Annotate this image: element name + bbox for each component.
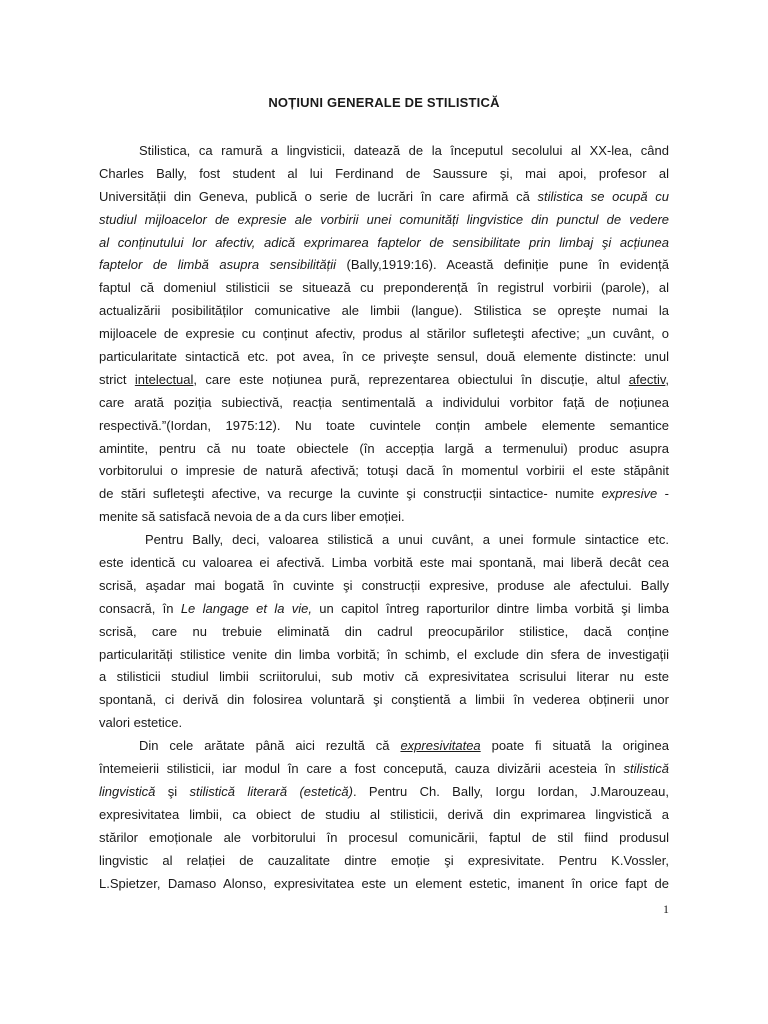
text-segment: faptul că domeniul stilisticii se situează cu preponderență în registrul vorbirii (parole), al — [99, 280, 669, 296]
text-line — [99, 529, 669, 552]
text-line — [99, 277, 669, 300]
text-line — [99, 483, 669, 506]
text-segment: L.Spietzer, Damaso Alonso, expresivitatea este un element estetic, imanent în orice fapt de — [99, 875, 669, 891]
text-segment: întemeierii stilisticii, iar modul în care a fost concepută, cauza divizării acesteia în — [99, 761, 624, 777]
page-title: NOȚIUNI GENERALE DE STILISTICĂ — [268, 95, 500, 110]
text-segment: vorbitorului o impresie de natură afectivă; totuşi dacă în momentul vorbirii el este stăpânit — [99, 463, 669, 479]
text-segment: mijloacele de expresie cu conținut afectiv, produs al stărilor sufleteşti afective; „un cuvânt, o — [99, 326, 669, 342]
text-segment: Le langage et la vie, — [180, 600, 312, 616]
text-line — [99, 163, 669, 186]
text-line — [99, 598, 669, 621]
text-line — [99, 438, 669, 461]
text-segment: Charles Bally, fost student al lui Ferdinand de Saussure şi, mai apoi, profesor al — [99, 165, 669, 181]
text-line — [99, 254, 669, 277]
text-segment: şi — [155, 783, 190, 799]
text-segment: stilistică — [623, 761, 669, 777]
text-segment: Din cele arătate până aici rezultă că — [139, 738, 401, 754]
text-segment: scrisă, aşadar mai bogată în cuvinte şi construcții expresive, produse ale afectului. Bally — [99, 577, 669, 593]
text-segment: stilistică literară (estetică) — [189, 783, 353, 799]
text-segment: poate fi situată la originea — [480, 738, 669, 754]
text-line — [99, 392, 669, 415]
text-segment: consacră, în — [99, 600, 181, 616]
text-segment: expresivitatea limbii, ca obiect de studiu al stilisticii, derivă din exprimarea lingvistică a — [99, 806, 669, 822]
text-line — [99, 369, 669, 392]
text-segment: particularități stilistice venite din limba vorbită; în schimb, el exclude din sfera de investigații — [99, 646, 669, 662]
text-line — [99, 186, 669, 209]
text-line — [99, 689, 669, 712]
text-line — [99, 621, 669, 644]
text-line — [99, 804, 669, 827]
text-line — [99, 506, 669, 529]
text-segment: a stilisticii studiul limbii scriitorului, sub motiv că expresivitatea scrisului literar nu este — [99, 669, 669, 685]
text-segment: menite să satisfacă nevoia de a da curs liber emoției. — [99, 509, 405, 525]
text-segment: respectivă.”(Iordan, 1975:12). Nu toate cuvintele conțin ambele elemente semantice — [99, 417, 669, 433]
text-segment: care arată poziția subiectivă, reacția sentimentală a individului vorbitor față de noțiunea — [99, 394, 669, 410]
text-line — [99, 460, 669, 483]
text-segment: , care este noțiunea pură, reprezentarea obiectului în discuție, altul — [193, 371, 629, 387]
text-segment: (Bally,1919:16). Această definiție pune în evidență — [336, 257, 669, 273]
text-segment: Universității din Geneva, publică o serie de lucrări în care afirmă că — [99, 188, 538, 204]
text-segment: Pentru Bally, deci, valoarea stilistică a unui cuvânt, a unei formule sintactice etc. — [145, 532, 669, 548]
body-text — [99, 140, 669, 895]
text-segment: particularitate sintactică etc. pot avea, în ce priveşte sensul, două elemente distincte: unul — [99, 349, 669, 365]
text-line — [99, 735, 669, 758]
text-line — [99, 552, 669, 575]
text-line — [99, 644, 669, 667]
text-segment: lingvistic al relației de cauzalitate dintre emoție şi expresivitate. Pentru K.Vossler, — [99, 852, 669, 868]
text-segment: lingvistică — [99, 783, 156, 799]
page-number: 1 — [663, 902, 669, 916]
text-segment: - — [657, 486, 669, 502]
text-segment: valori estetice. — [99, 715, 183, 731]
text-line — [99, 781, 669, 804]
text-line — [99, 415, 669, 438]
text-segment: expresive — [601, 486, 658, 502]
text-segment: stărilor emoționale ale vorbitorului în procesul comunicării, faptul de stil fiind produsul — [99, 829, 669, 845]
text-line — [99, 232, 669, 255]
text-line — [99, 300, 669, 323]
text-segment: strict — [99, 371, 135, 387]
text-line — [99, 346, 669, 369]
text-line — [99, 209, 669, 232]
text-line — [99, 575, 669, 598]
text-segment: este identică cu valoarea ei afectivă. Limba vorbită este mai spontană, mai liberă decât cea — [99, 555, 669, 571]
text-segment: scrisă, care nu trebuie eliminată din cadrul preocupărilor stilistice, dacă conține — [99, 623, 669, 639]
text-line — [99, 666, 669, 689]
text-segment: faptelor de limbă asupra sensibilității — [99, 257, 337, 273]
text-segment: al conținutului lor afectiv, adică exprimarea faptelor de sensibilitate prin limbaj şi acțiunea — [99, 234, 669, 250]
text-segment: afectiv — [628, 371, 666, 387]
text-segment: un capitol întreg raporturilor dintre limba vorbită şi limba — [312, 600, 669, 616]
text-segment: . Pentru Ch. Bally, Iorgu Iordan, J.Marouzeau, — [352, 783, 669, 799]
text-line — [99, 140, 669, 163]
text-segment: actualizării posibilităților comunicative ale limbii (langue). Stilistica se opreşte numai la — [99, 303, 669, 319]
text-segment: de stări sufleteşti afective, va recurge la cuvinte şi construcții sintactice- numite — [99, 486, 602, 502]
text-segment: studiul mijloacelor de expresie ale vorbirii unei comunități lingvistice din punctul de vedere — [99, 211, 669, 227]
text-line — [99, 758, 669, 781]
text-line — [99, 712, 669, 735]
text-segment: expresivitatea — [400, 738, 481, 754]
text-segment: , — [665, 371, 669, 387]
text-segment: Stilistica, ca ramură a lingvisticii, datează de la începutul secolului al XX-lea, când — [139, 143, 669, 158]
text-segment: spontană, ci derivă din folosirea voluntară şi conştientă a limbii în vederea obținerii unor — [99, 692, 669, 708]
text-segment: stilistica se ocupă cu — [537, 188, 669, 204]
text-segment: intelectual — [134, 371, 194, 387]
text-segment: amintite, pentru că nu toate obiectele (în accepția largă a termenului) produc asupra — [99, 440, 669, 456]
text-line — [99, 850, 669, 873]
text-line — [99, 873, 669, 896]
text-line — [99, 827, 669, 850]
text-line — [99, 323, 669, 346]
